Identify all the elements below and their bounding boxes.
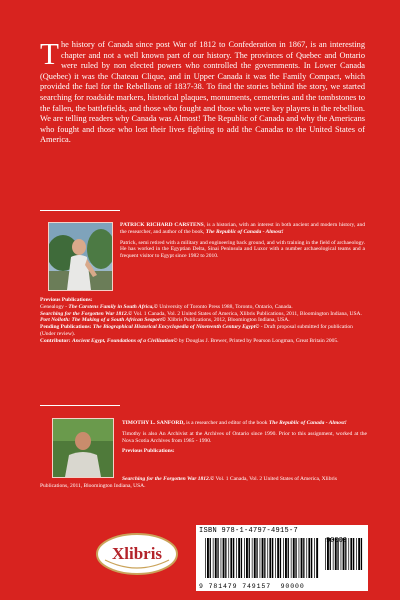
addon-digits: 90000	[280, 583, 305, 590]
xlibris-logo	[95, 530, 179, 578]
publication-item: Genealogy - The Carstens Family in South Africa,© University of Toronto Press 1988, Toronto, Ontario, Canada.	[40, 303, 293, 310]
barcode-digits: 9 781479 749157	[199, 583, 272, 590]
blurb-text: he history of Canada since post War of 1812 to Confederation in 1867, is an interesting chapter and not a well known part of our history. The provinces of Quebec and Ontario were ruled by non elected powers who controlled the governments. In Lower Canada (Quebec) it was the Chateau Clique, and in Upper Canada it was the Family Compact, which provided the fuel for the Rebellions of 1837-38. To find the stories behind the story, we started searching for roadside markers, historical plaques, monuments, cemeteries and the tombstones to the fallen, the battlefields, and those who fought and those who were key players in the rebellion. We are telling readers why Canada was Almost! The Republic of Canada and why the Americans who fought and those who lost their lives fighting to add the Canadas to the United States of America.	[40, 40, 365, 145]
publication-item: Searching for the Forgotten War 1812.© Vol. 1 Canada, Vol. 2 United States of America, Xlibris Publications, 2011, Bloomington Indiana, USA.	[40, 476, 337, 489]
author-name: TIMOTHY L. SANFORD,	[122, 420, 185, 426]
barcode-bars	[199, 538, 365, 582]
isbn-barcode	[196, 525, 368, 591]
pending-publication: Pending Publications: The Biographical Historical Encyclopedia of Nineteenth Century Egypt© - Draft proposal submitted for publication (Under review).	[40, 324, 353, 337]
author-bio-timothy: TIMOTHY L. SANFORD, is a researcher and editor of the book The Republic of Canada - Almost! Timothy is also An Archivist at the Archives of Ontario since 1990. Prior to this assignment, worked at the Nova Scotia Archives from 1985 - 1990. Previous Publications:	[122, 420, 367, 455]
isbn-text: ISBN 978-1-4797-4915-7	[199, 527, 299, 535]
section-heading: Previous Publications:	[122, 448, 175, 455]
author-bio-patrick: PATRICK RICHARD CARSTENS, is a historian, with an interest in both ancient and modern history, and the researcher, and author of the book, The Republic of Canada - Almost! Patrick, semi retired with a military and engineering back ground, and with training in the field of archaeology. He has worked in the Egyptian Delta, Sinai Peninsula and Luxor with a number archaeological teams and a frequent visitor to Egypt since 1982 to 2010.	[120, 222, 365, 260]
publication-item: Searching for the Forgotten War 1812.© Vol. 1 Canada, Vol. 2 United States of America, Xlibris Publications, 2011, Bloomington Indiana, USA.	[40, 310, 362, 317]
contributor-item: Contributor: Ancient Egypt, Foundations of a Civilization© by Douglas J. Brewer, Printed by Pearson Longman, Great Britain 2005.	[40, 337, 339, 344]
section-heading: Previous Publications:	[40, 297, 93, 303]
divider-line	[40, 405, 120, 406]
publications-timothy	[40, 476, 365, 490]
divider-line	[40, 210, 120, 211]
drop-cap: T	[40, 36, 59, 71]
publications-patrick	[40, 297, 365, 345]
logo-text: Xlibris	[111, 544, 163, 563]
publication-item: Port Nolloth: The Making of a South African Seaport© Xlibris Publications, 2012, Bloomington Indiana, USA.	[40, 317, 290, 324]
author-photo-timothy	[52, 418, 114, 478]
author-name: PATRICK RICHARD CARSTENS	[120, 222, 204, 228]
author-photo-patrick	[48, 222, 113, 291]
author-bio-text: Timothy is also An Archivist at the Archives of Ontario since 1990. Prior to this assignment, worked at the Nova Scotia Archives from 1985 - 1990.	[122, 430, 367, 444]
author-bio-text: Patrick, semi retired with a military and engineering back ground, and with training in the field of archaeology. He has worked in the Egyptian Delta, Sinai Peninsula and Luxor with a number archaeological teams and a frequent visitor to Egypt since 1982 to 2010.	[120, 239, 365, 260]
back-cover-blurb	[40, 36, 365, 146]
